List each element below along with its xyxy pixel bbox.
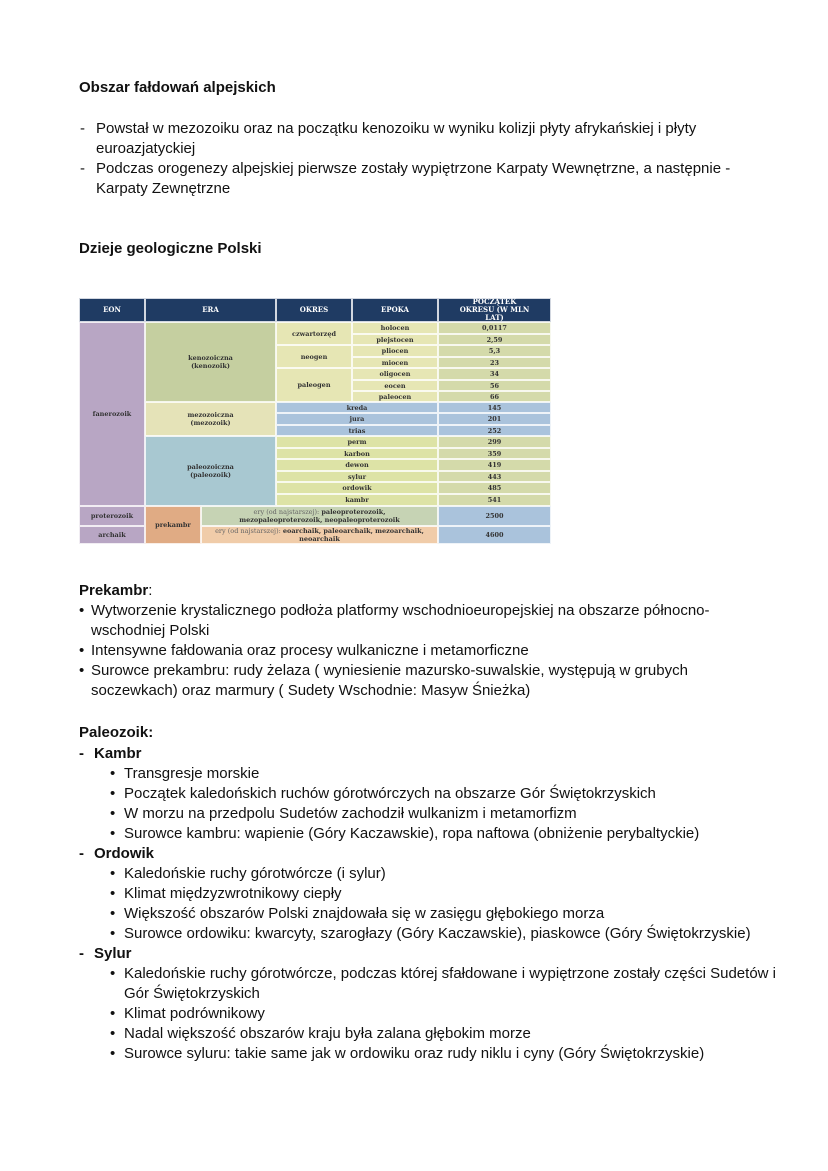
start-cell: 541 — [438, 494, 551, 506]
period-cell: dewon — [276, 459, 438, 471]
dash-marker: - — [79, 945, 84, 962]
list-item: • Surowce syluru: takie same jak w ordowiku oraz rudy niklu i cyny (Góry Świętokrzyskie) — [110, 1045, 705, 1062]
period-list — [79, 764, 779, 844]
period-cell: kreda — [276, 402, 438, 413]
section-title-paleozoic: Paleozoik: — [79, 724, 154, 741]
list-item: • Kaledońskie ruchy górotwórcze, podczas której sfałdowane i wypiętrzone zostały części Sudetów i Gór Świętokrzyskich — [110, 965, 776, 1002]
bullet-marker: • — [110, 765, 116, 782]
start-cell: 485 — [438, 482, 551, 494]
period-cell: perm — [276, 436, 438, 448]
start-cell: 299 — [438, 436, 551, 448]
period-neogene: neogen — [276, 345, 352, 368]
header-start: POCZĄTEK OKRESU (W MLN LAT) — [438, 298, 551, 322]
bullet-marker: • — [110, 905, 116, 922]
bullet-marker: • — [110, 1045, 116, 1062]
start-cell: 252 — [438, 425, 551, 436]
period-cell: ordowik — [276, 482, 438, 494]
start-cell: 0,0117 — [438, 322, 551, 334]
eon-proterozoic: proterozoik — [79, 506, 145, 526]
list-item: • Początek kaledońskich ruchów górotwórczych na obszarze Gór Świętokrzyskich — [110, 785, 656, 802]
start-cell: 34 — [438, 368, 551, 380]
list-item: • Klimat podrównikowy — [110, 1005, 265, 1022]
period-heading: - Sylur — [79, 945, 132, 962]
bullet-marker: • — [110, 785, 116, 802]
start-cell: 201 — [438, 413, 551, 425]
section-title-alpine: Obszar fałdowań alpejskich — [79, 79, 276, 96]
list-item: • Większość obszarów Polski znajdowała się w zasięgu głębokiego morza — [110, 905, 605, 922]
eon-phanerozoic: fanerozoik — [79, 322, 145, 506]
era-precambrian: prekambr — [145, 506, 201, 544]
start-cell: 443 — [438, 471, 551, 482]
period-cell: kambr — [276, 494, 438, 506]
dash-marker: - — [80, 120, 85, 137]
list-item: • Surowce prekambru: rudy żelaza ( wyniesienie mazursko-suwalskie, występują w grubych soczewkach) oraz marmury ( Sudety Wschodnie: Masyw Śnieżka) — [79, 662, 688, 699]
alpine-list — [79, 119, 769, 199]
bullet-marker: • — [79, 642, 85, 659]
bullet-marker: • — [79, 602, 85, 619]
bullet-marker: • — [110, 865, 116, 882]
paleozoic-list — [79, 744, 779, 1064]
period-list — [79, 864, 779, 944]
start-cell: 4600 — [438, 526, 551, 544]
start-cell: 145 — [438, 402, 551, 413]
start-cell: 2500 — [438, 506, 551, 526]
bullet-marker: • — [79, 662, 85, 679]
geology-table — [79, 298, 551, 544]
epoch-cell: holocen — [352, 322, 438, 334]
list-item: • Intensywne fałdowania oraz procesy wulkaniczne i metamorficzne — [79, 642, 529, 659]
era-cenozoic: kenozoiczna (kenozoik) — [145, 322, 276, 402]
epoch-cell: paleocen — [352, 391, 438, 402]
dash-marker: - — [79, 745, 84, 762]
dash-marker: - — [80, 160, 85, 177]
start-cell: 5,3 — [438, 345, 551, 357]
archaic-note: ery (od najstarszej): eoarchaik, paleoarchaik, mezoarchaik, neoarchaik — [201, 526, 438, 544]
eon-archaic: archaik — [79, 526, 145, 544]
bullet-marker: • — [110, 1005, 116, 1022]
header-eon: EON — [79, 298, 145, 322]
start-cell: 2,59 — [438, 334, 551, 345]
epoch-cell: pliocen — [352, 345, 438, 357]
epoch-cell: miocen — [352, 357, 438, 368]
period-heading: - Ordowik — [79, 845, 155, 862]
bullet-marker: • — [110, 965, 116, 982]
list-item: • Transgresje morskie — [110, 765, 260, 782]
section-title-precambrian: Prekambr: — [79, 582, 153, 599]
header-epoka: EPOKA — [352, 298, 438, 322]
period-cell: trias — [276, 425, 438, 436]
bullet-marker: • — [110, 825, 116, 842]
list-item: • Klimat międzyzwrotnikowy ciepły — [110, 885, 342, 902]
period-list — [79, 964, 779, 1064]
period-cell: sylur — [276, 471, 438, 482]
list-item: - Podczas orogenezy alpejskiej pierwsze zostały wypiętrzone Karpaty Wewnętrzne, a następnie - Karpaty Zewnętrzne — [80, 160, 731, 197]
period-cell: karbon — [276, 448, 438, 459]
start-cell: 359 — [438, 448, 551, 459]
start-cell: 419 — [438, 459, 551, 471]
list-item: - Powstał w mezozoiku oraz na początku kenozoiku w wyniku kolizji płyty afrykańskiej i płyty euroazjatyckiej — [80, 120, 697, 157]
era-mesozoic: mezozoiczna (mezozoik) — [145, 402, 276, 436]
list-item: • Nadal większość obszarów kraju była zalana głębokim morze — [110, 1025, 531, 1042]
header-era: ERA — [145, 298, 276, 322]
epoch-cell: oligocen — [352, 368, 438, 380]
period-cell: jura — [276, 413, 438, 425]
start-cell: 23 — [438, 357, 551, 368]
bullet-marker: • — [110, 805, 116, 822]
epoch-cell: eocen — [352, 380, 438, 391]
list-item: • W morzu na przedpolu Sudetów zachodził wulkanizm i metamorfizm — [110, 805, 577, 822]
period-quaternary: czwartorzęd — [276, 322, 352, 345]
start-cell: 66 — [438, 391, 551, 402]
proterozoic-note: ery (od najstarszej): paleoproterozoik, mezopaleoproterozoik, neopaleoproterozoik — [201, 506, 438, 526]
dash-marker: - — [79, 845, 84, 862]
epoch-cell: plejstocen — [352, 334, 438, 345]
start-cell: 56 — [438, 380, 551, 391]
list-item: • Surowce ordowiku: kwarcyty, szarogłazy (Góry Kaczawskie), piaskowce (Góry Świętokrzyskie) — [110, 925, 751, 942]
section-title-geology: Dzieje geologiczne Polski — [79, 240, 262, 257]
precambrian-list — [79, 601, 759, 701]
period-heading: - Kambr — [79, 745, 142, 762]
list-item: • Kaledońskie ruchy górotwórcze (i sylur) — [110, 865, 386, 882]
list-item: • Surowce kambru: wapienie (Góry Kaczawskie), ropa naftowa (obniżenie perybaltyckie) — [110, 825, 700, 842]
bullet-marker: • — [110, 925, 116, 942]
era-paleozoic: paleozoiczna (paleozoik) — [145, 436, 276, 506]
bullet-marker: • — [110, 885, 116, 902]
period-paleogene: paleogen — [276, 368, 352, 402]
list-item: • Wytworzenie krystalicznego podłoża platformy wschodnioeuropejskiej na obszarze północno-wschodniej Polski — [79, 602, 710, 639]
header-okres: OKRES — [276, 298, 352, 322]
bullet-marker: • — [110, 1025, 116, 1042]
